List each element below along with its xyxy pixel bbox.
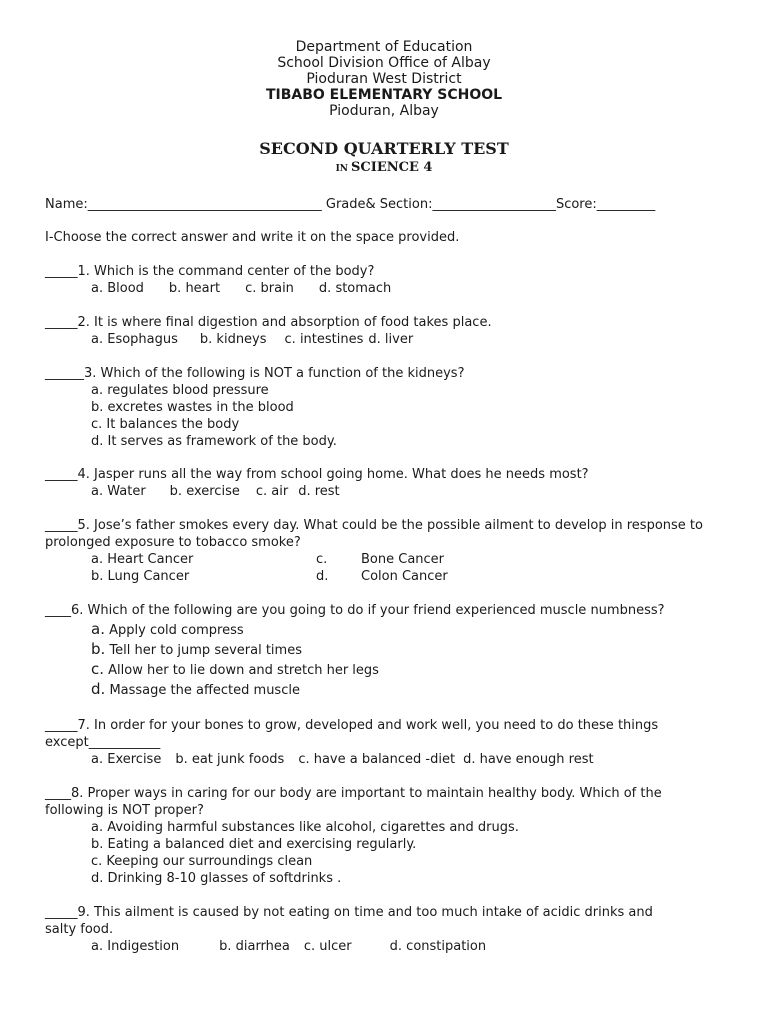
school-location: Pioduran, Albay xyxy=(329,103,439,119)
option-b: b. exercise xyxy=(169,484,240,499)
division-line: School Division Office of Albay xyxy=(277,55,491,71)
option-b: b. excretes wastes in the blood xyxy=(91,400,294,415)
question-6 xyxy=(45,602,725,699)
option-d: d. Drinking 8-10 glasses of softdrinks . xyxy=(91,871,342,886)
option-letter: d. xyxy=(91,680,106,698)
document-header xyxy=(0,39,768,119)
question-2 xyxy=(45,314,725,348)
option-d: d. stomach xyxy=(318,281,392,296)
option-a: a. Esophagus xyxy=(91,332,178,347)
option-b: b. kidneys xyxy=(199,332,267,347)
option-a: a. Water xyxy=(91,484,146,499)
option-b xyxy=(45,639,725,659)
option-label: Massage the affected muscle xyxy=(109,683,300,698)
option-c xyxy=(45,659,725,679)
option-d: d. rest xyxy=(298,484,340,499)
option-label: Allow her to lie down and stretch her legs xyxy=(108,663,379,678)
question-text: _____1. Which is the command center of the body? xyxy=(45,264,375,279)
question-options xyxy=(45,751,725,768)
question-3 xyxy=(45,365,725,450)
option-d: Colon Cancer xyxy=(361,569,448,584)
option-a: a. regulates blood pressure xyxy=(91,383,269,398)
test-subtitle xyxy=(0,160,768,177)
subject-name: SCIENCE 4 xyxy=(351,160,433,175)
instruction-text: I-Choose the correct answer and write it on the space provided. xyxy=(45,230,460,245)
option-a: a. Heart Cancer xyxy=(91,552,194,567)
question-8 xyxy=(45,785,725,887)
question-1 xyxy=(45,263,725,297)
option-a: a. Indigestion xyxy=(91,939,180,954)
option-letter: a. xyxy=(91,620,105,638)
option-b: b. eat junk foods xyxy=(175,752,285,767)
question-7 xyxy=(45,717,725,768)
district-line: Pioduran West District xyxy=(306,71,462,87)
question-4 xyxy=(45,466,725,500)
question-text: ____6. Which of the following are you going to do if your friend experienced muscle numbness? xyxy=(45,603,665,618)
question-options xyxy=(45,551,725,585)
option-c: c. It balances the body xyxy=(91,417,240,432)
question-5 xyxy=(45,517,725,585)
question-text-line2: salty food. xyxy=(45,922,114,937)
question-text: ______3. Which of the following is NOT a function of the kidneys? xyxy=(45,366,465,381)
question-text-line1: _____9. This ailment is caused by not eating on time and too much intake of acidic drinks and xyxy=(45,905,653,920)
subtitle-prefix: IN xyxy=(335,164,348,174)
test-title: SECOND QUARTERLY TEST xyxy=(259,139,509,158)
option-b: b. diarrhea xyxy=(219,939,290,954)
option-c-letter: c. xyxy=(316,552,328,567)
option-d: d. have enough rest xyxy=(463,752,594,767)
question-options xyxy=(45,331,725,348)
student-info-fields[interactable]: Name:____________________________________ Grade& Section:___________________Score:_________ xyxy=(45,197,656,212)
question-text: _____2. It is where final digestion and absorption of food takes place. xyxy=(45,315,492,330)
question-9 xyxy=(45,904,725,955)
question-text-line2: except___________ xyxy=(45,735,161,750)
option-letter: c. xyxy=(91,660,105,678)
question-options xyxy=(45,280,725,297)
option-b: b. Lung Cancer xyxy=(91,569,190,584)
option-c: c. brain xyxy=(245,281,294,296)
question-options xyxy=(45,483,725,500)
option-b: b. Eating a balanced diet and exercising regularly. xyxy=(91,837,417,852)
department-line: Department of Education xyxy=(295,39,473,55)
option-d-letter: d. xyxy=(316,569,329,584)
option-c: c. have a balanced -diet xyxy=(298,752,456,767)
option-a: a. Exercise xyxy=(91,752,162,767)
option-c: c. ulcer xyxy=(303,939,352,954)
option-d: d. constipation xyxy=(389,939,487,954)
option-b: b. heart xyxy=(168,281,221,296)
option-c: c. intestines xyxy=(284,332,364,347)
option-c: c. air xyxy=(255,484,289,499)
question-text-line1: _____7. In order for your bones to grow, developed and work well, you need to do these things xyxy=(45,718,659,733)
option-label: Tell her to jump several times xyxy=(109,643,302,658)
question-text-line1: _____5. Jose’s father smokes every day. What could be the possible ailment to develop in response to xyxy=(45,518,703,533)
question-options xyxy=(45,938,725,955)
option-d xyxy=(45,679,725,699)
option-d: d. It serves as framework of the body. xyxy=(91,434,337,449)
option-c: c. Keeping our surroundings clean xyxy=(91,854,313,869)
option-label: Apply cold compress xyxy=(109,623,244,638)
option-a xyxy=(45,619,725,639)
school-name: TIBABO ELEMENTARY SCHOOL xyxy=(265,87,503,103)
question-text-line1: ____8. Proper ways in caring for our body are important to maintain healthy body. Which of the xyxy=(45,786,662,801)
question-text-line2: following is NOT proper? xyxy=(45,803,204,818)
question-text: _____4. Jasper runs all the way from school going home. What does he needs most? xyxy=(45,467,589,482)
option-a: a. Blood xyxy=(91,281,144,296)
option-c: Bone Cancer xyxy=(361,552,445,567)
option-d: d. liver xyxy=(368,332,414,347)
question-text-line2: prolonged exposure to tobacco smoke? xyxy=(45,535,301,550)
option-letter: b. xyxy=(91,640,106,658)
option-a: a. Avoiding harmful substances like alcohol, cigarettes and drugs. xyxy=(91,820,519,835)
